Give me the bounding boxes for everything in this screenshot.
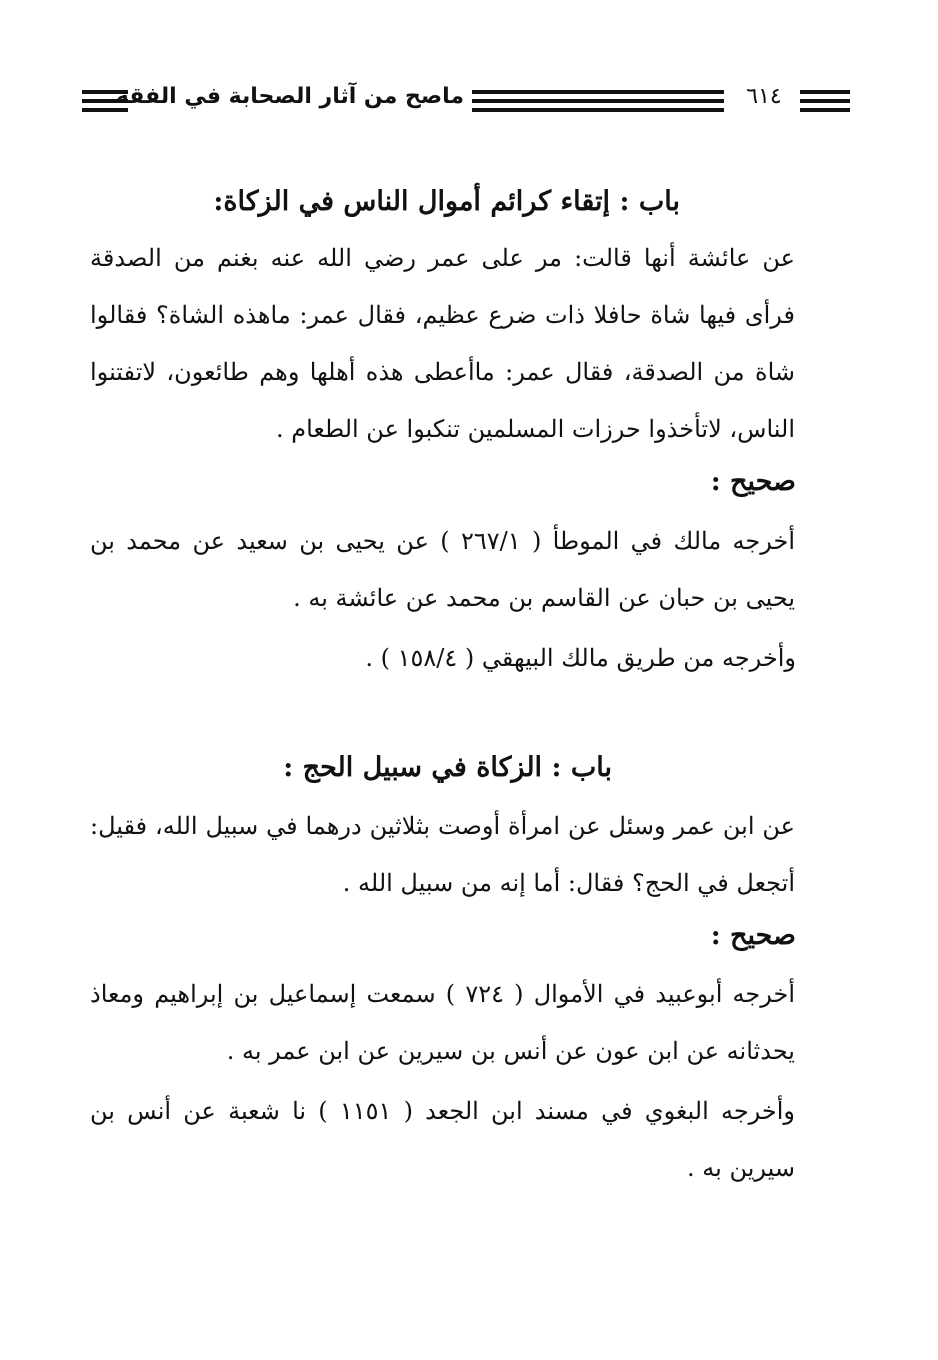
takhrij-paragraph: أخرجه مالك في الموطأ ( ٢٦٧/١ ) عن يحيى بن سعيد عن محمد بن يحيى بن حبان عن القاسم بن محمد عن عائشة به . bbox=[90, 527, 795, 612]
narration-paragraph: عن عائشة أنها قالت: مر على عمر رضي الله عنه بغنم من الصدقة فرأى فيها شاة حافلا ذات ضرع عظيم، فقال عمر: ماهذه الشاة؟ فقالوا شاة من الصدقة، فقال عمر: ماأعطى هذه أهلها وهم طائعون، لاتفتنوا الناس، لاتأخذوا حرزات المسلمين تنكبوا عن الطعام . bbox=[90, 244, 795, 443]
book-title: ماصح من آثار الصحابة في الفقه bbox=[115, 84, 464, 109]
header-rule-right bbox=[800, 90, 850, 112]
takhrij-line: وأخرجه من طريق مالك البيهقي ( ١٥٨/٤ ) . bbox=[365, 644, 796, 672]
section-heading: باب : الزكاة في سبيل الحج : bbox=[283, 752, 612, 783]
page-header bbox=[82, 82, 852, 122]
narration-paragraph: عن ابن عمر وسئل عن امرأة أوصت بثلاثين درهما في سبيل الله، فقيل: أتجعل في الحج؟ فقال: أما إنه من سبيل الله . bbox=[90, 812, 795, 897]
takhrij-paragraph: أخرجه أبوعبيد في الأموال ( ٧٢٤ ) سمعت إسماعيل بن إبراهيم ومعاذ يحدثانه عن ابن عون عن أنس بن سيرين عن ابن عمر به . bbox=[90, 980, 796, 1065]
header-rule-middle bbox=[472, 90, 724, 112]
grade-label: صحيح : bbox=[710, 920, 796, 951]
section-heading: باب : إتقاء كرائم أموال الناس في الزكاة: bbox=[213, 186, 680, 217]
page-number: ٦١٤ bbox=[746, 84, 782, 109]
takhrij-paragraph: وأخرجه البغوي في مسند ابن الجعد ( ١١٥١ ) نا شعبة عن أنس بن سيرين به . bbox=[90, 1097, 795, 1182]
grade-label: صحيح : bbox=[710, 466, 796, 497]
